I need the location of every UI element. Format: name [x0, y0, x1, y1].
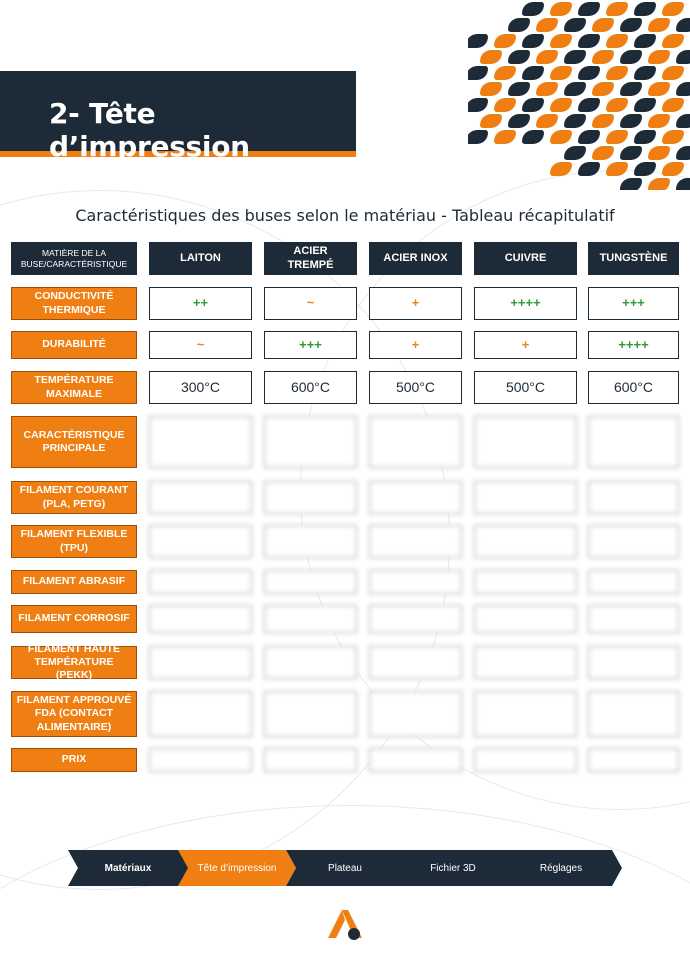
table-cell — [588, 481, 679, 514]
column-header: CUIVRE — [474, 242, 577, 275]
table-cell: 600°C — [264, 371, 357, 404]
section-header — [0, 71, 356, 163]
table-cell: ~ — [264, 287, 357, 320]
table-cell: +++ — [588, 287, 679, 320]
table-cell — [588, 605, 679, 633]
table-cell: 500°C — [369, 371, 462, 404]
table-cell — [149, 481, 252, 514]
row-header: FILAMENT HAUTE TEMPÉRATURE (PEKK) — [11, 646, 137, 679]
table-cell: ++++ — [474, 287, 577, 320]
row-header: FILAMENT FLEXIBLE (TPU) — [11, 525, 137, 558]
table-cell — [474, 748, 577, 772]
row-header: CARACTÉRISTIQUE PRINCIPALE — [11, 416, 137, 468]
table-cell — [474, 481, 577, 514]
table-cell: ++ — [149, 287, 252, 320]
table-cell — [264, 481, 357, 514]
table-cell — [264, 748, 357, 772]
table-cell — [264, 570, 357, 594]
decorative-pattern — [468, 0, 690, 190]
table-cell — [149, 416, 252, 468]
table-cell — [369, 481, 462, 514]
table-cell: 600°C — [588, 371, 679, 404]
row-header: CONDUCTIVITÉ THERMIQUE — [11, 287, 137, 320]
table-cell: 500°C — [474, 371, 577, 404]
table-cell — [369, 691, 462, 737]
table-cell — [149, 605, 252, 633]
table-cell — [474, 416, 577, 468]
row-header: DURABILITÉ — [11, 331, 137, 359]
table-cell — [588, 570, 679, 594]
nav-item-reglages[interactable]: Réglages — [539, 862, 583, 874]
table-cell — [149, 691, 252, 737]
row-header: PRIX — [11, 748, 137, 772]
row-header: FILAMENT ABRASIF — [11, 570, 137, 594]
table-cell — [149, 525, 252, 558]
table-cell — [149, 748, 252, 772]
table-corner-label: MATIÈRE DE LA BUSE/CARACTÉRISTIQUE — [11, 242, 137, 275]
table-title: Caractéristiques des buses selon le matériau - Tableau récapitulatif — [75, 206, 615, 225]
table-cell: ~ — [149, 331, 252, 359]
table-cell — [474, 646, 577, 679]
table-cell — [588, 646, 679, 679]
nav-item-fichier-3d[interactable]: Fichier 3D — [430, 862, 476, 874]
column-header: ACIER INOX — [369, 242, 462, 275]
table-cell: + — [369, 331, 462, 359]
table-cell — [149, 570, 252, 594]
table-cell — [149, 646, 252, 679]
page-title: 2- Tête d’impression — [49, 97, 250, 163]
table-cell: ++++ — [588, 331, 679, 359]
nav-item-materiaux[interactable]: Matériaux — [104, 862, 152, 874]
table-cell — [474, 605, 577, 633]
step-navigation — [68, 850, 622, 886]
table-cell — [588, 525, 679, 558]
row-header: TEMPÉRATURE MAXIMALE — [11, 371, 137, 404]
table-cell: 300°C — [149, 371, 252, 404]
table-cell — [369, 570, 462, 594]
table-cell — [369, 416, 462, 468]
table-cell — [264, 525, 357, 558]
table-cell — [474, 691, 577, 737]
row-header: FILAMENT COURANT (PLA, PETG) — [11, 481, 137, 514]
table-cell — [264, 416, 357, 468]
column-header: ACIER TREMPÉ — [264, 242, 357, 275]
table-cell: + — [369, 287, 462, 320]
table-cell — [369, 748, 462, 772]
table-cell — [474, 570, 577, 594]
table-cell — [369, 605, 462, 633]
column-header: LAITON — [149, 242, 252, 275]
row-header: FILAMENT CORROSIF — [11, 605, 137, 633]
table-cell — [369, 646, 462, 679]
brand-logo — [326, 908, 364, 942]
column-header: TUNGSTÈNE — [588, 242, 679, 275]
table-cell — [588, 748, 679, 772]
row-header: FILAMENT APPROUVÉ FDA (CONTACT ALIMENTAIRE) — [11, 691, 137, 737]
table-cell: + — [474, 331, 577, 359]
table-cell — [264, 691, 357, 737]
table-cell — [264, 646, 357, 679]
nav-item-tete-impression[interactable]: Tête d’impression — [197, 862, 277, 874]
table-cell — [369, 525, 462, 558]
background-arc — [0, 805, 690, 976]
table-cell — [264, 605, 357, 633]
nav-item-plateau[interactable]: Plateau — [328, 862, 362, 874]
table-cell — [588, 691, 679, 737]
table-cell — [474, 525, 577, 558]
table-cell: +++ — [264, 331, 357, 359]
table-cell — [588, 416, 679, 468]
